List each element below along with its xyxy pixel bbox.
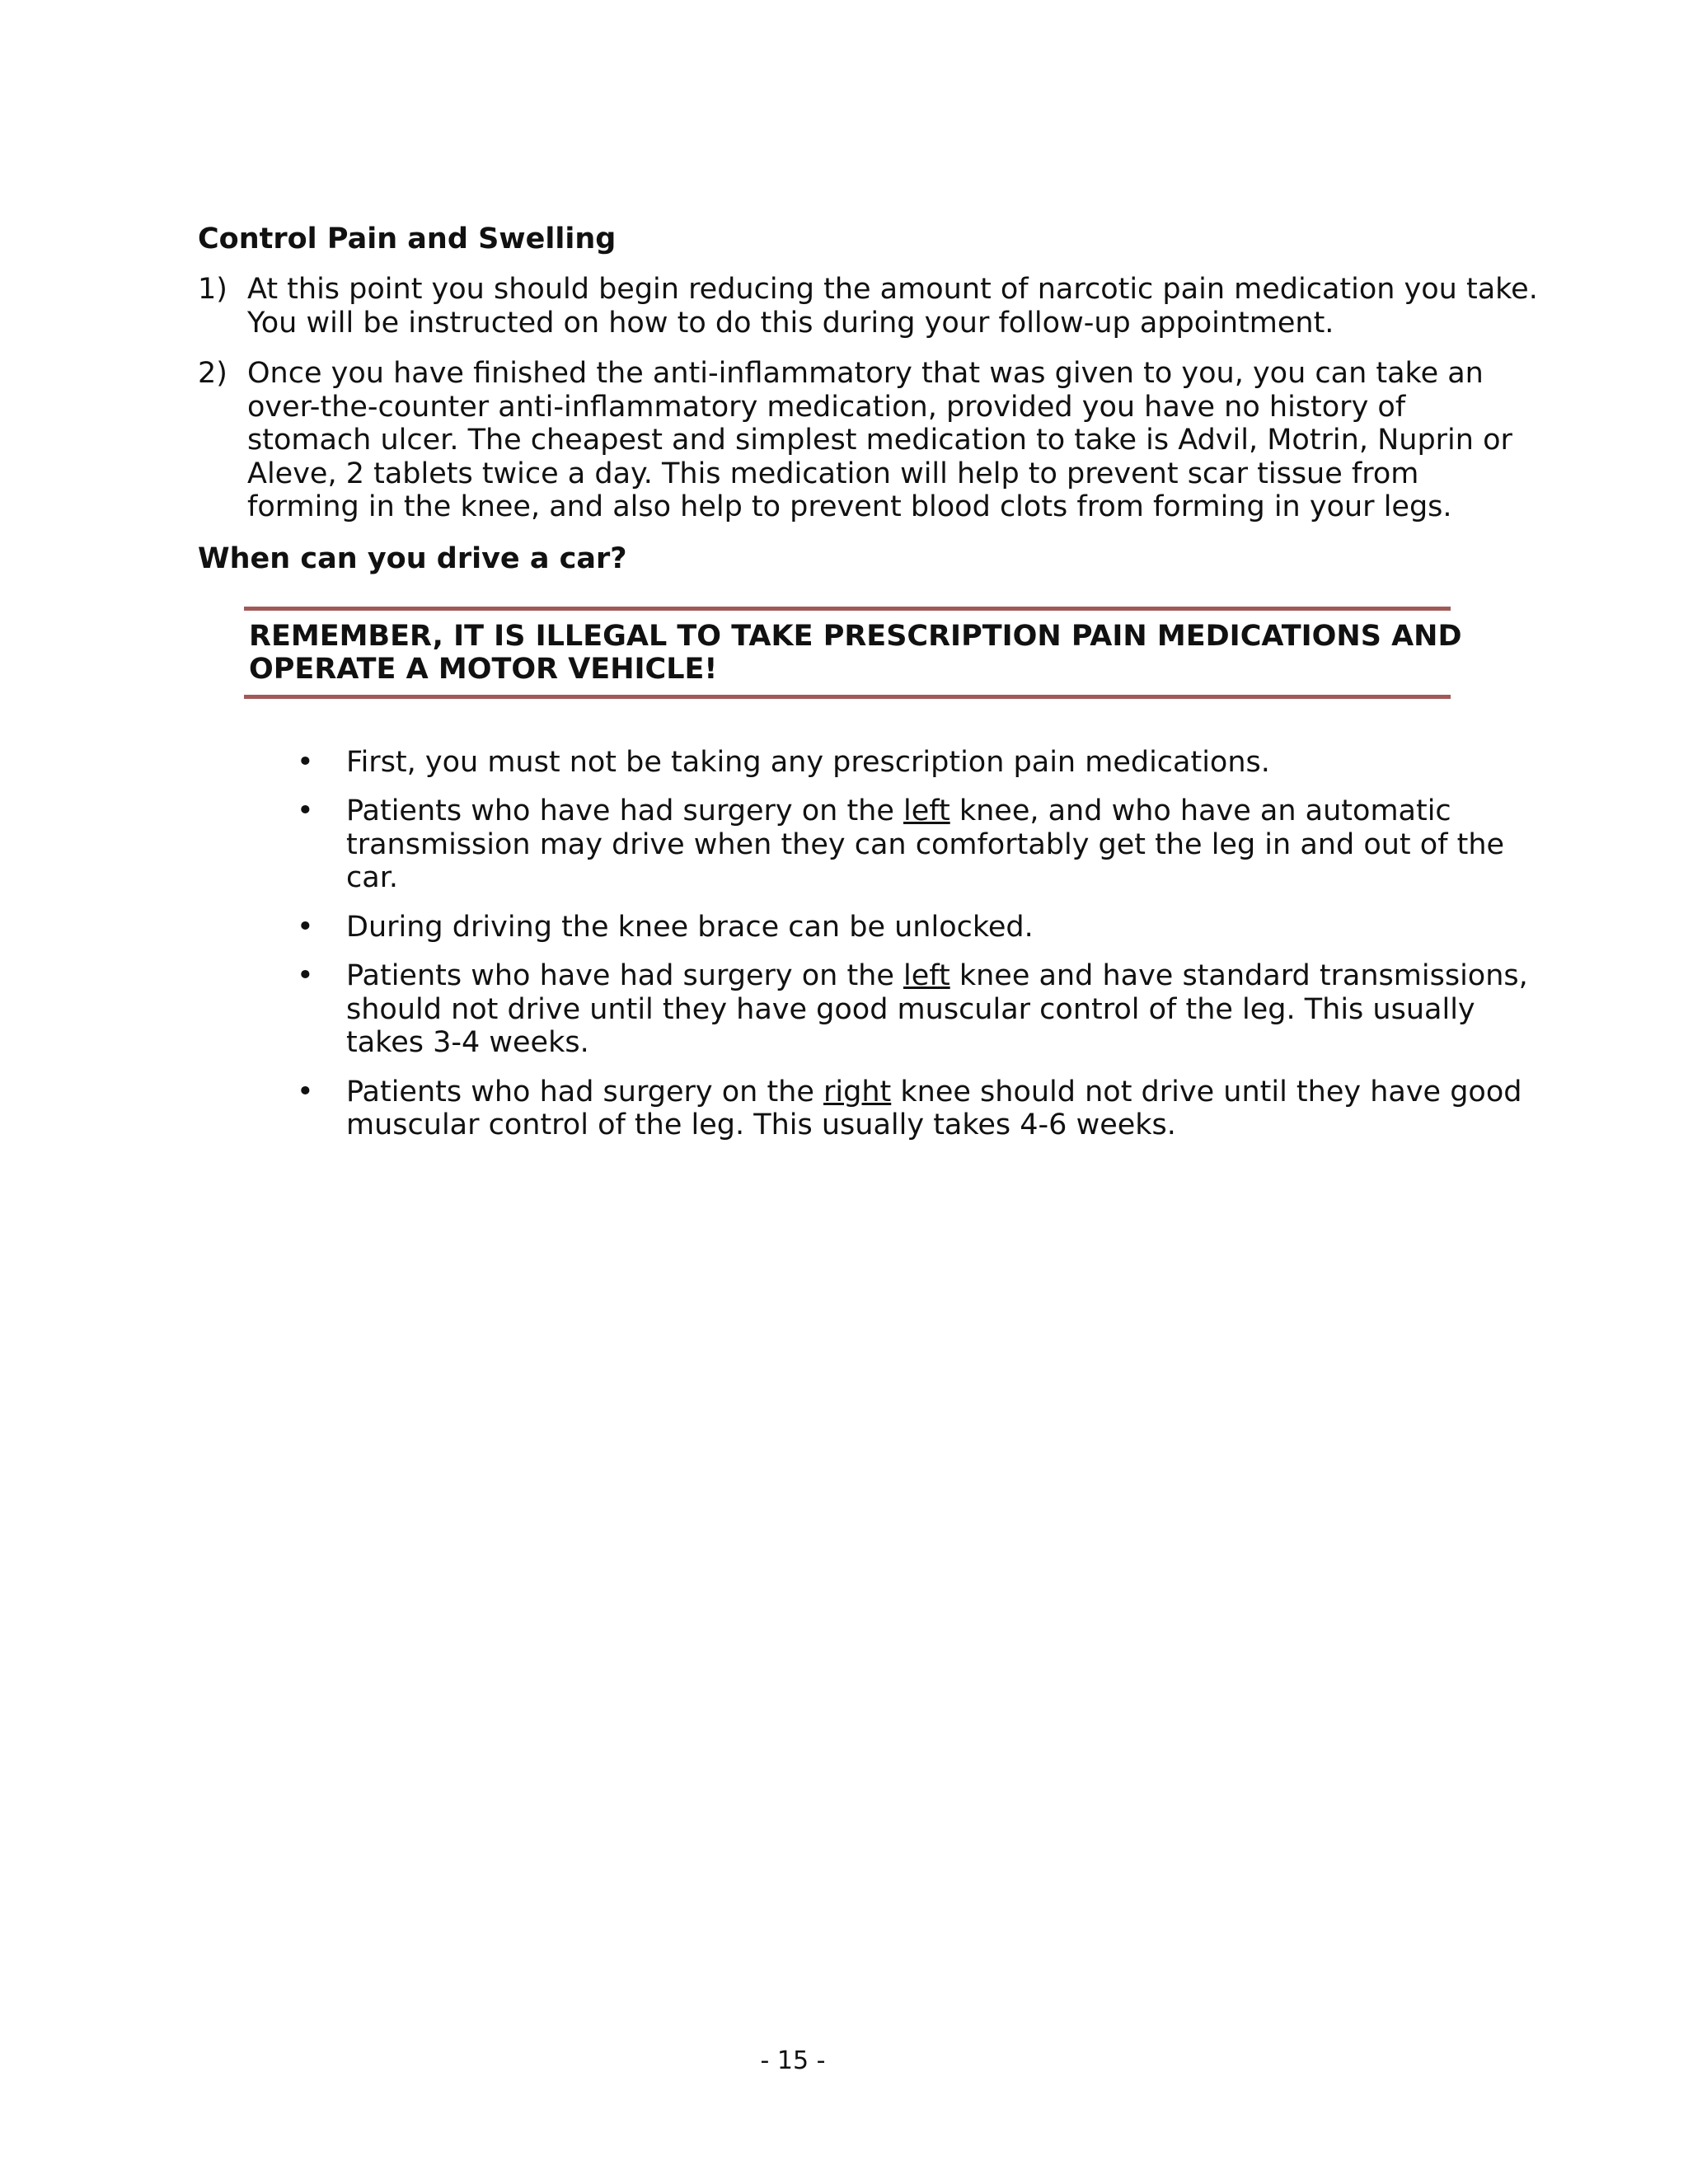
pain-instructions-list (198, 273, 1538, 524)
item-text-line: forming in the knee, and also help to prevent blood clots from forming in your legs. (247, 490, 1452, 523)
underlined-word: right (823, 1075, 892, 1108)
bullet-text-line: muscular control of the leg. This usually takes 4-6 weeks. (346, 1108, 1176, 1141)
text-run: Patients who have had surgery on the (346, 794, 904, 827)
item-text-line: You will be instructed on how to do this during your follow-up appointment. (247, 306, 1334, 340)
bullet-text-line (346, 1075, 1522, 1109)
bullet-marker: • (297, 1075, 314, 1108)
bullet-text-line: takes 3-4 weeks. (346, 1026, 589, 1059)
item-text-line: At this point you should begin reducing the amount of narcotic pain medication you take. (247, 273, 1538, 306)
bullet-text-line: First, you must not be taking any prescription pain medications. (346, 745, 1270, 779)
bullet-item-3 (198, 911, 1500, 944)
warning-notice-line: OPERATE A MOTOR VEHICLE! (249, 652, 718, 686)
bullet-item-1 (198, 746, 1500, 780)
bullet-item-5 (198, 1075, 1522, 1142)
bullet-text-line (346, 794, 1500, 828)
bullet-marker: • (297, 794, 314, 827)
bullet-marker: • (297, 910, 314, 944)
warning-notice-line: REMEMBER, IT IS ILLEGAL TO TAKE PRESCRIPTION PAIN MEDICATIONS AND (249, 619, 1462, 653)
text-run: Patients who had surgery on the (346, 1075, 824, 1108)
bullet-item-4 (198, 959, 1528, 1060)
text-run: knee and have standard transmissions, (950, 959, 1528, 992)
item-text-line: Once you have finished the anti-inflammatory that was given to you, you can take an (247, 357, 1484, 390)
bullet-text-line: transmission may drive when they can comfortably get the leg in and out of the (346, 827, 1505, 861)
bullet-marker: • (297, 959, 314, 992)
bullet-marker: • (297, 745, 314, 779)
bullet-text-line: During driving the knee brace can be unlocked. (346, 910, 1034, 944)
section-heading-driving: When can you drive a car? (198, 541, 627, 575)
driving-rules-list (198, 745, 1528, 1142)
item-number: 1) (198, 273, 227, 306)
item-number: 2) (198, 357, 227, 390)
bullet-text-line: car. (346, 861, 398, 894)
bullet-item-2 (198, 794, 1505, 895)
item-text-line: stomach ulcer. The cheapest and simplest medication to take is Advil, Motrin, Nuprin or (247, 424, 1512, 457)
section-heading-pain: Control Pain and Swelling (198, 223, 617, 255)
numbered-item-1 (198, 273, 1538, 340)
text-run: knee should not drive until they have good (891, 1075, 1522, 1108)
bullet-text-line: should not drive until they have good muscular control of the leg. This usually (346, 992, 1475, 1026)
page-number: - 15 - (760, 2046, 826, 2075)
text-run: Patients who have had surgery on the (346, 959, 904, 992)
warning-notice-box (244, 607, 1462, 699)
item-text-line: Aleve, 2 tablets twice a day. This medication will help to prevent scar tissue from (247, 457, 1419, 490)
bullet-text-line (346, 959, 1528, 993)
underlined-word: left (903, 959, 950, 992)
numbered-item-2 (198, 357, 1512, 524)
underlined-word: left (903, 794, 950, 827)
item-text-line: over-the-counter anti-inflammatory medication, provided you have no history of (247, 390, 1406, 424)
document-page (198, 223, 1538, 1158)
text-run: knee, and who have an automatic (950, 794, 1451, 827)
